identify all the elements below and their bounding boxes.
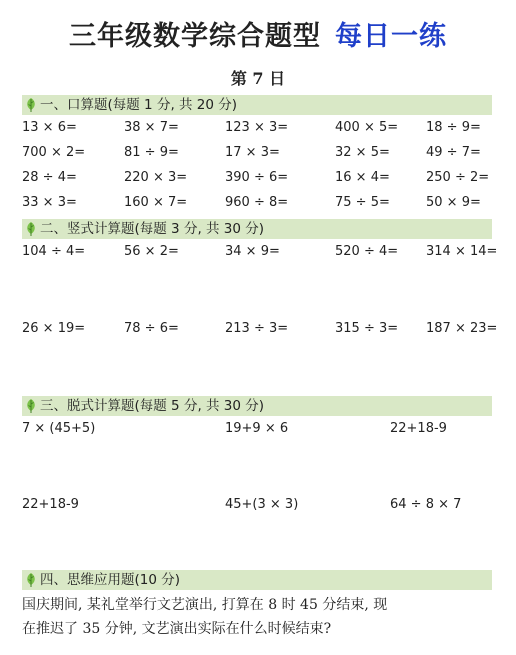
problem: 33 × 3= xyxy=(22,195,77,210)
problem-row xyxy=(0,145,516,165)
problem: 22+18-9 xyxy=(390,421,447,436)
section-title: 一、口算题(每题 1 分, 共 20 分) xyxy=(40,97,238,113)
problem: 250 ÷ 2= xyxy=(426,170,490,185)
problem: 213 ÷ 3= xyxy=(225,321,289,336)
section-header-oral xyxy=(22,95,492,115)
section-header-vertical xyxy=(22,219,492,239)
problem: 49 ÷ 7= xyxy=(426,145,481,160)
problem: 19+9 × 6 xyxy=(225,421,289,436)
problem: 7 × (45+5) xyxy=(22,421,96,436)
problem: 16 × 4= xyxy=(335,170,390,185)
page-title xyxy=(0,14,516,53)
problem-row xyxy=(0,170,516,190)
problem: 390 ÷ 6= xyxy=(225,170,289,185)
problem: 220 × 3= xyxy=(124,170,188,185)
word-problem-line: 在推迟了 35 分钟, 文艺演出实际在什么时候结束? xyxy=(22,621,332,637)
section-title: 四、思维应用题(10 分) xyxy=(40,572,181,588)
problem: 50 × 9= xyxy=(426,195,481,210)
problem-row xyxy=(0,244,516,264)
problem: 520 ÷ 4= xyxy=(335,244,399,259)
leaf-icon xyxy=(24,97,38,113)
section-title: 三、脱式计算题(每题 5 分, 共 30 分) xyxy=(40,398,265,414)
problem-row xyxy=(0,321,516,341)
problem: 315 ÷ 3= xyxy=(335,321,399,336)
problem-row xyxy=(0,497,516,517)
problem: 187 × 23= xyxy=(426,321,498,336)
leaf-icon xyxy=(24,221,38,237)
problem: 160 × 7= xyxy=(124,195,188,210)
problem-row xyxy=(0,195,516,215)
problem: 28 ÷ 4= xyxy=(22,170,77,185)
problem: 64 ÷ 8 × 7 xyxy=(390,497,462,512)
problem: 960 ÷ 8= xyxy=(225,195,289,210)
problem: 314 × 14= xyxy=(426,244,498,259)
problem: 18 ÷ 9= xyxy=(426,120,481,135)
word-problem xyxy=(22,593,502,641)
problem: 81 ÷ 9= xyxy=(124,145,179,160)
problem: 104 ÷ 4= xyxy=(22,244,86,259)
problem: 45+(3 × 3) xyxy=(225,497,299,512)
problem: 75 ÷ 5= xyxy=(335,195,390,210)
section-header-word-problem xyxy=(22,570,492,590)
problem: 400 × 5= xyxy=(335,120,399,135)
problem: 700 × 2= xyxy=(22,145,86,160)
problem: 22+18-9 xyxy=(22,497,79,512)
problem-row xyxy=(0,421,516,441)
problem: 26 × 19= xyxy=(22,321,86,336)
problem: 56 × 2= xyxy=(124,244,179,259)
day-label: 第 7 日 xyxy=(230,69,286,88)
problem: 13 × 6= xyxy=(22,120,77,135)
leaf-icon xyxy=(24,398,38,414)
problem: 38 × 7= xyxy=(124,120,179,135)
problem-row xyxy=(0,120,516,140)
section-title: 二、竖式计算题(每题 3 分, 共 30 分) xyxy=(40,221,265,237)
problem: 123 × 3= xyxy=(225,120,289,135)
word-problem-line: 国庆期间, 某礼堂举行文艺演出, 打算在 8 时 45 分结束, 现 xyxy=(22,597,388,613)
page-title-main: 三年级数学综合题型 xyxy=(69,21,321,52)
leaf-icon xyxy=(24,572,38,588)
page-title-highlight: 每日一练 xyxy=(335,21,447,52)
problem: 78 ÷ 6= xyxy=(124,321,179,336)
problem: 32 × 5= xyxy=(335,145,390,160)
problem: 34 × 9= xyxy=(225,244,280,259)
section-header-stepwise xyxy=(22,396,492,416)
problem: 17 × 3= xyxy=(225,145,280,160)
